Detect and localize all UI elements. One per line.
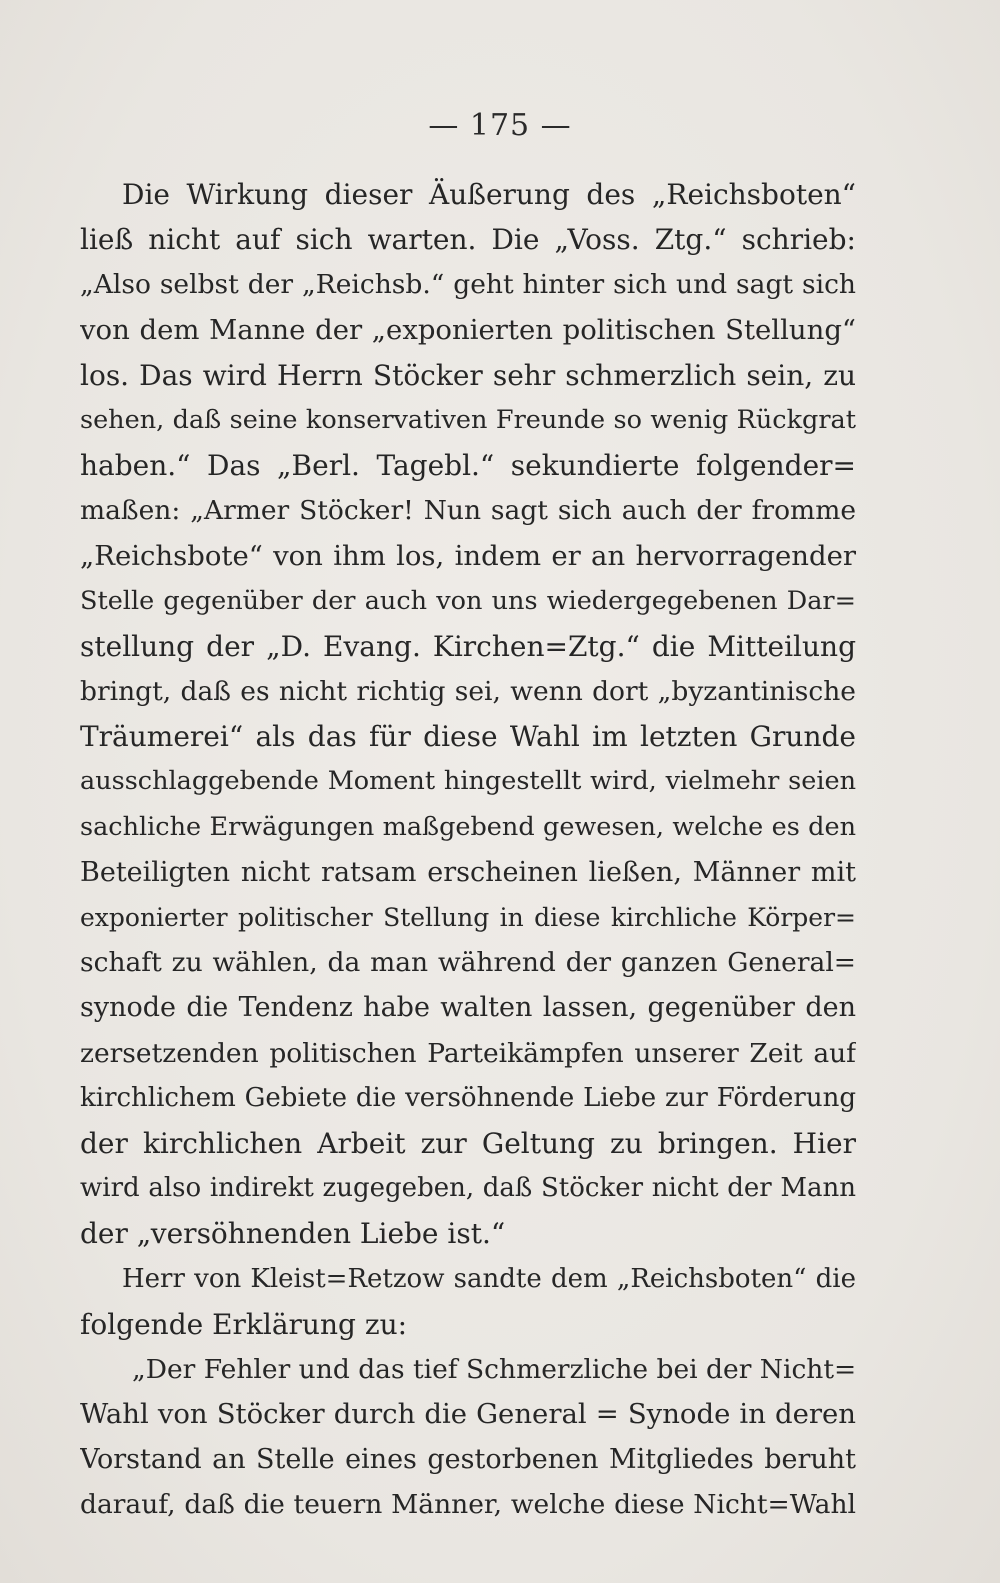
body-text [80, 172, 856, 1528]
text-line: Beteiligten nicht ratsam erscheinen ließen, Männer mit [80, 856, 856, 888]
text-line: sehen, daß seine konservativen Freunde so wenig Rückgrat [80, 404, 856, 435]
text-line: stellung der „D. Evang. Kirchen=Ztg.“ die Mitteilung [80, 629, 856, 663]
text-line: folgende Erklärung zu: [80, 1307, 408, 1341]
text-line: bringt, daß es nicht richtig sei, wenn dort „byzantinische [80, 676, 856, 708]
text-line: Träumerei“ als das für diese Wahl im letzten Grunde [80, 720, 856, 754]
text-line: Die Wirkung dieser Äußerung des „Reichsboten“ [122, 178, 856, 211]
text-line: „Also selbst der „Reichsb.“ geht hinter sich und sagt sich [80, 269, 856, 301]
text-line: Herr von Kleist=Retzow sandte dem „Reichsboten“ die [122, 1263, 856, 1294]
text-line: haben.“ Das „Berl. Tagebl.“ sekundierte folgender= [80, 449, 856, 483]
text-line: ausschlaggebende Moment hingestellt wird, vielmehr seien [80, 766, 856, 797]
text-line: synode die Tendenz habe walten lassen, gegenüber den [80, 992, 856, 1024]
text-line: Stelle gegenüber der auch von uns wiedergegebenen Dar= [80, 585, 856, 616]
text-line: darauf, daß die teuern Männer, welche diese Nicht=Wahl [80, 1489, 856, 1521]
text-line: von dem Manne der „exponierten politischen Stellung“ [80, 313, 856, 346]
text-line: „Reichsbote“ von ihm los, indem er an hervorragender [80, 539, 856, 572]
text-line: „Der Fehler und das tief Schmerzliche bei der Nicht= [132, 1353, 856, 1385]
text-line: kirchlichem Gebiete die versöhnende Liebe zur Förderung [80, 1082, 856, 1113]
text-line: der „versöhnenden Liebe ist.“ [80, 1217, 506, 1251]
text-line: schaft zu wählen, da man während der ganzen General= [80, 947, 856, 979]
page-number: — 175 — [428, 108, 572, 143]
text-line: maßen: „Armer Stöcker! Nun sagt sich auch der fromme [80, 495, 856, 527]
text-line: Wahl von Stöcker durch die General = Synode in deren [80, 1398, 856, 1431]
text-line: ließ nicht auf sich warten. Die „Voss. Ztg.“ schrieb: [80, 223, 856, 257]
text-line: sachliche Erwägungen maßgebend gewesen, welche es den [80, 811, 856, 842]
text-line: los. Das wird Herrn Stöcker sehr schmerzlich sein, zu [80, 358, 856, 392]
text-line: Vorstand an Stelle eines gestorbenen Mitgliedes beruht [80, 1444, 856, 1476]
text-line: zersetzenden politischen Parteikämpfen unserer Zeit auf [80, 1037, 856, 1069]
text-line: der kirchlichen Arbeit zur Geltung zu bringen. Hier [80, 1126, 856, 1160]
text-line: exponierter politischer Stellung in diese kirchliche Körper= [80, 903, 856, 932]
text-line: wird also indirekt zugegeben, daß Stöcker nicht der Mann [80, 1173, 856, 1204]
